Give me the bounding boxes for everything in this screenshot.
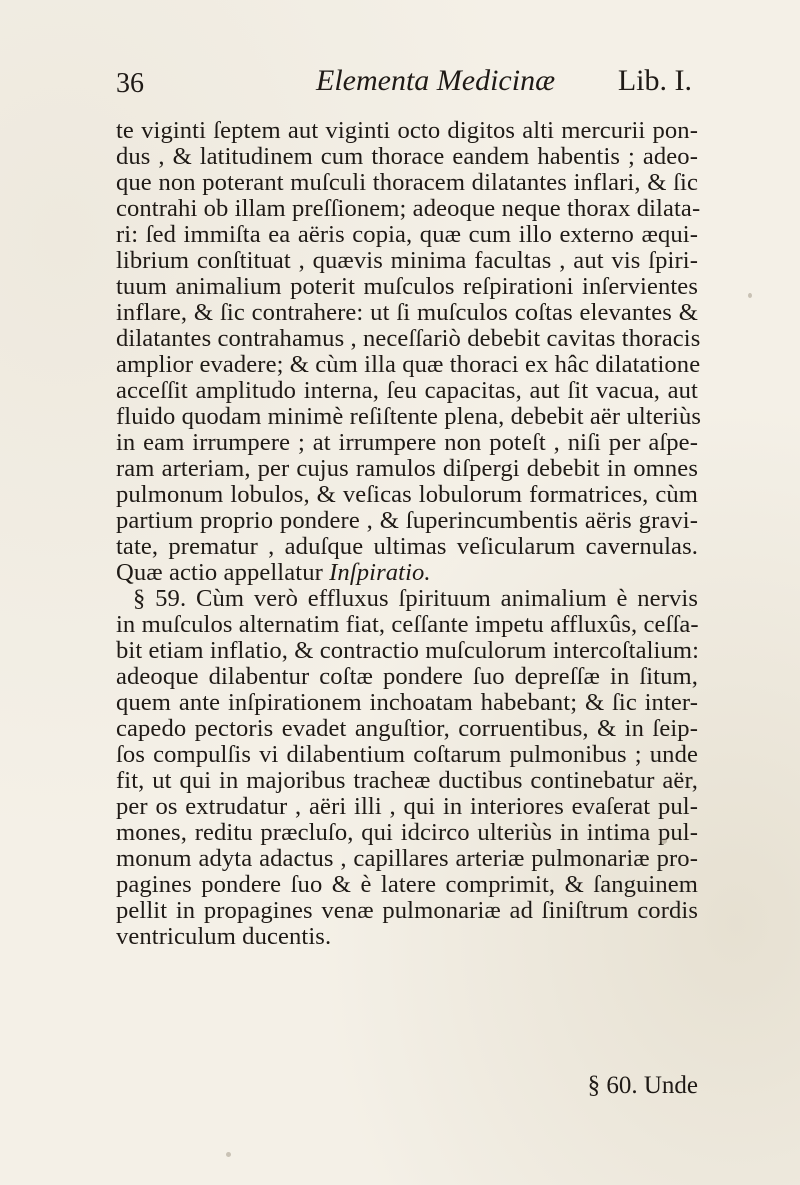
text-line: contrahi ob illam preſſionem; adeoque neque thorax dilata- [116,195,701,222]
text-line: acceſſit amplitudo interna, ſeu capacitas, aut ſit vacua, aut [116,377,698,404]
ink-spot [660,838,667,844]
text-line: pulmonum lobulos, & veſicas lobulorum formatrices, cùm [116,481,698,508]
text-line: quem ante inſpirationem inchoatam habebant; & ſic inter- [116,689,698,716]
text-line: ventriculum ducentis. [116,923,332,950]
text-line: te viginti ſeptem aut viginti octo digitos alti mercurii pon- [116,117,698,144]
text-line: dilatantes contrahamus , neceſſariò debebit cavitas thoracis [116,325,701,352]
text-line: capedo pectoris evadet anguſtior, corruentibus, & in ſeip- [116,715,698,742]
text-line: fit, ut qui in majoribus tracheæ ductibus continebatur aër, [116,767,698,794]
text-line: tate, prematur , aduſque ultimas veſicularum cavernulas. [116,533,698,560]
text-line: mones, reditu præcluſo, qui idcirco ulteriùs in intima pul- [116,819,698,846]
running-head [116,64,692,104]
book-title: Elementa Medicinæ [316,64,556,97]
text-line: pellit in propagines venæ pulmonariæ ad ſiniſtrum cordis [116,897,698,924]
text-line: per os extrudatur , aëri illi , qui in interiores evaſerat pul- [116,793,698,820]
text-line: in eam irrumpere ; at irrumpere non poteſt , niſi per aſpe- [116,429,698,456]
text-line: librium conſtituat , quævis minima facultas , aut vis ſpiri- [116,247,698,274]
action-line-term: Inſpiratio. [329,559,431,586]
text-line: partium proprio pondere , & ſuperincumbentis aëris gravi- [116,507,698,534]
ink-spot [748,293,752,298]
catchword: § 60. Unde [587,1072,698,1099]
text-line: pagines pondere ſuo & è latere comprimit, & ſanguinem [116,871,698,898]
text-line: ri: ſed immiſta ea aëris copia, quæ cum illo externo æqui- [116,221,698,248]
text-line: que non poterant muſculi thoracem dilatantes inflari, & ſic [116,169,698,196]
action-line [116,560,698,586]
section-heading-line: § 59. Cùm verò effluxus ſpirituum animalium è nervis [133,585,698,612]
text-line: adeoque dilabentur coſtæ pondere ſuo depreſſæ in ſitum, [116,663,698,690]
text-line: fluido quodam minimè reſiſtente plena, debebit aër ulteriùs [116,403,702,430]
book-part: Lib. I. [617,64,692,97]
action-line-prefix: Quæ actio appellatur [116,559,330,586]
text-line: ſos compulſis vi dilabentium coſtarum pulmonibus ; unde [116,741,698,768]
text-line: bit etiam inflatio, & contractio muſculorum intercoſtalium: [116,637,700,664]
text-line: in muſculos alternatim fiat, ceſſante impetu affluxûs, ceſſa- [116,611,699,638]
text-line: inflare, & ſic contrahere: ut ſi muſculos coſtas elevantes & [116,299,698,326]
page-number: 36 [116,68,144,99]
text-block [116,117,702,950]
ink-spot [226,1152,231,1157]
text-line: amplior evadere; & cùm illa quæ thoraci ex hâc dilatatione [116,351,701,378]
text-line: tuum animalium poterit muſculos reſpirationi inſervientes [116,273,698,300]
text-line: dus , & latitudinem cum thorace eandem habentis ; adeo- [116,143,698,170]
text-line: ram arteriam, per cujus ramulos diſpergi debebit in omnes [116,455,698,482]
text-line: monum adyta adactus , capillares arteriæ pulmonariæ pro- [116,845,698,872]
